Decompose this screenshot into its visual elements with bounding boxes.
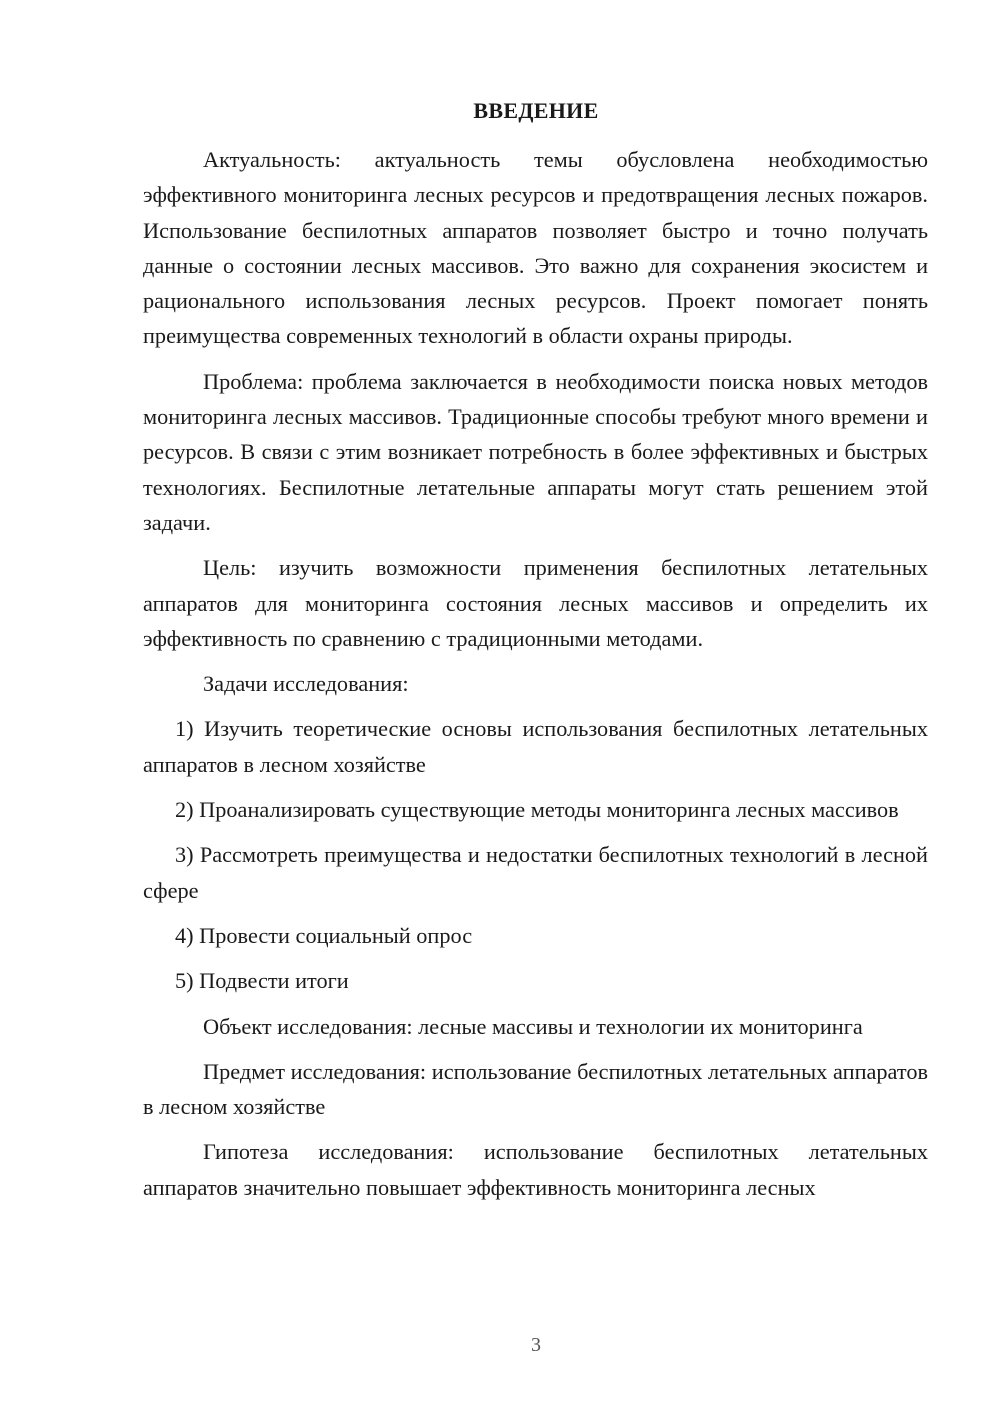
paragraph-relevance: Актуальность: актуальность темы обусловлена необходимостью эффективного мониторинга лесных ресурсов и предотвращения лесных пожаров. Использование беспилотных аппаратов позволяет быстро и точно получать данные о состоянии лесных массивов. Это важно для сохранения экосистем и рационального использования лесных ресурсов. Проект помогает понять преимущества современных технологий в области охраны природы. (143, 147, 928, 349)
list-item: 5) Подвести итоги (175, 968, 349, 994)
paragraph-problem: Проблема: проблема заключается в необходимости поиска новых методов мониторинга лесных массивов. Традиционные способы требуют много времени и ресурсов. В связи с этим возникает потребность в более эффективных и быстрых технологиях. Беспилотные летательные аппараты могут стать решением этой задачи. (143, 368, 928, 535)
document-body (143, 142, 928, 1215)
paragraph-hypothesis: Гипотеза исследования: использование беспилотных летательных аппаратов значительно повышает эффективность мониторинга лесных (143, 1139, 928, 1200)
list-item: 2) Проанализировать существующие методы мониторинга лесных массивов (175, 797, 899, 823)
list-item: 1) Изучить теоретические основы использования беспилотных летательных аппаратов в лесном хозяйстве (143, 716, 928, 777)
paragraph-tasks-heading: Задачи исследования: (203, 671, 409, 697)
list-item: 4) Провести социальный опрос (175, 922, 473, 948)
paragraph-object: Объект исследования: лесные массивы и технологии их мониторинга (203, 1013, 863, 1039)
page-title: ВВЕДЕНИЕ (473, 98, 599, 123)
paragraph-subject: Предмет исследования: использование беспилотных летательных аппаратов в лесном хозяйстве (143, 1058, 928, 1120)
list-item: 3) Рассмотреть преимущества и недостатки беспилотных технологий в лесной сфере (143, 842, 928, 903)
paragraph-goal: Цель: изучить возможности применения беспилотных летательных аппаратов для мониторинга состояния лесных массивов и определить их эффективность по сравнению с традиционными методами. (143, 555, 928, 651)
page-number: 3 (531, 1334, 541, 1356)
